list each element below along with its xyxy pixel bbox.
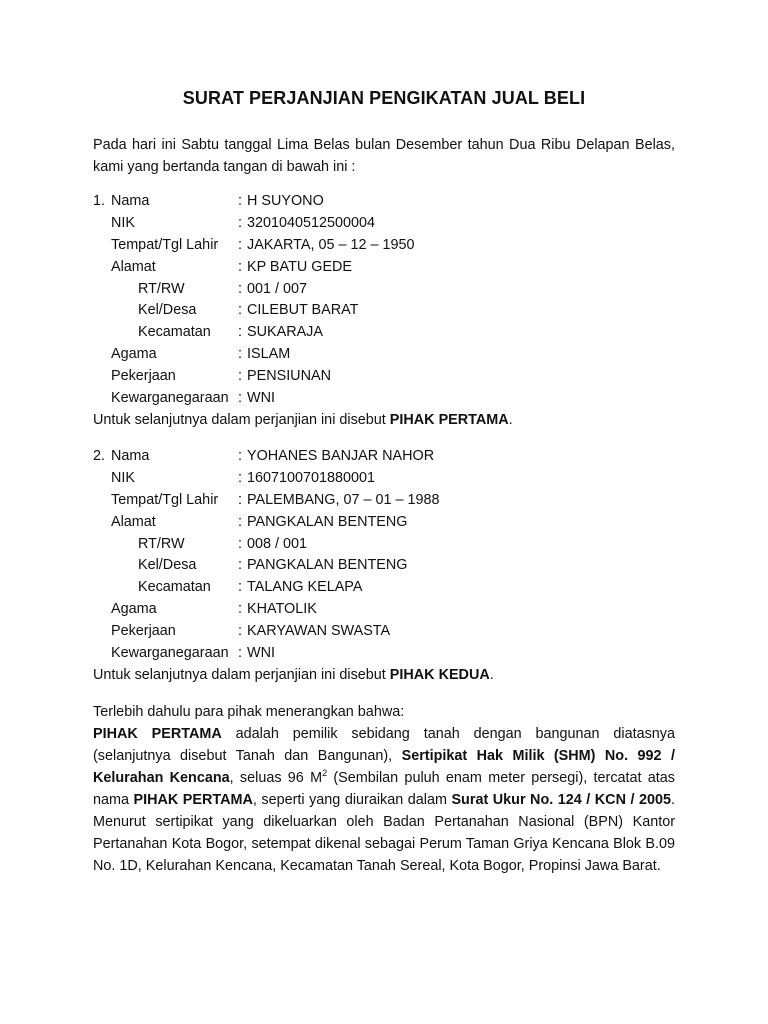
party-1-rtrw-row xyxy=(93,279,675,301)
field-value: PANGKALAN BENTENG xyxy=(247,557,408,574)
field-separator: : xyxy=(238,368,242,385)
field-label: RT/RW xyxy=(138,535,185,552)
party-2-pekerjaan-row xyxy=(93,621,675,643)
statement-text: . Menurut sertipikat yang dikeluarkan oleh Badan Pertanahan Nasional (BPN) Kantor Pertanahan Kota Bogor, setempat dikenal sebagai Perum Taman Griya Kencana Blok B.09 No. 1D, Kelurahan Kencana, Kecamatan Tanah Sereal, Kota Bogor, Propinsi Jawa Barat. xyxy=(93,792,675,874)
field-label: Agama xyxy=(111,601,157,618)
statement-party-name: PIHAK PERTAMA xyxy=(133,792,253,808)
field-value: WNI xyxy=(247,645,275,662)
field-separator: : xyxy=(238,236,242,253)
field-separator: : xyxy=(238,513,242,530)
field-label: RT/RW xyxy=(138,280,185,297)
statement-text: , seperti yang diuraikan dalam xyxy=(252,792,452,808)
party-2-designation xyxy=(93,665,675,687)
field-separator: : xyxy=(238,579,242,596)
designation-name: PIHAK KEDUA xyxy=(389,666,490,683)
field-label: Pekerjaan xyxy=(111,368,176,385)
party-2-name-row xyxy=(93,446,675,468)
field-separator: : xyxy=(238,557,242,574)
field-label: Kel/Desa xyxy=(138,302,197,319)
statement-party-name: PIHAK PERTAMA xyxy=(93,726,222,742)
field-value: PENSIUNAN xyxy=(247,368,331,385)
field-value: 008 / 001 xyxy=(247,535,308,552)
party-1-kecamatan-row xyxy=(93,322,675,344)
party-2-nik-row xyxy=(93,468,675,490)
statement-text: (Sembilan puluh enam meter persegi), tercatat atas nama xyxy=(93,770,675,808)
field-separator: : xyxy=(238,193,242,209)
area-superscript: 2 xyxy=(322,768,328,778)
party-1-designation xyxy=(93,410,675,432)
field-value: WNI xyxy=(247,390,275,407)
party-1-nik-row xyxy=(93,213,675,235)
party-number: 2. xyxy=(93,448,106,464)
field-separator: : xyxy=(238,214,242,231)
field-value: H SUYONO xyxy=(247,193,324,209)
intro-paragraph: Pada hari ini Sabtu tanggal Lima Belas bulan Desember tahun Dua Ribu Delapan Belas, kami yang bertanda tangan di bawah ini : xyxy=(93,137,675,175)
field-label: Agama xyxy=(111,346,157,363)
field-value: CILEBUT BARAT xyxy=(247,302,359,319)
party-1-birth-row xyxy=(93,235,675,257)
field-separator: : xyxy=(238,491,242,508)
field-value: SUKARAJA xyxy=(247,324,323,341)
field-separator: : xyxy=(238,535,242,552)
party-1-pekerjaan-row xyxy=(93,366,675,388)
field-value: YOHANES BANJAR NAHOR xyxy=(247,448,435,464)
field-label: NIK xyxy=(111,469,135,486)
field-value: TALANG KELAPA xyxy=(247,579,363,596)
party-number: 1. xyxy=(93,193,106,209)
field-value: PALEMBANG, 07 – 01 – 1988 xyxy=(247,491,440,508)
field-label: Kewarganegaraan xyxy=(111,645,229,662)
field-value: KP BATU GEDE xyxy=(247,258,353,275)
field-label: Tempat/Tgl Lahir xyxy=(111,236,219,253)
field-value: KARYAWAN SWASTA xyxy=(247,623,391,640)
party-2-address-row xyxy=(93,512,675,534)
field-value: 1607100701880001 xyxy=(247,469,376,486)
statement-paragraph xyxy=(93,723,675,877)
field-separator: : xyxy=(238,324,242,341)
statement-text: adalah pemilik sebidang tanah dengan bangunan diatasnya (selanjutnya disebut Tanah dan Bangunan), xyxy=(93,726,676,764)
field-value: JAKARTA, 05 – 12 – 1950 xyxy=(247,236,415,253)
field-label: Tempat/Tgl Lahir xyxy=(111,491,219,508)
field-value: KHATOLIK xyxy=(247,601,317,618)
field-separator: : xyxy=(238,601,242,618)
designation-name: PIHAK PERTAMA xyxy=(389,411,509,428)
field-label: NIK xyxy=(111,214,135,231)
field-label: Kewarganegaraan xyxy=(111,390,229,407)
party-2-kewarganegaraan-row xyxy=(93,643,675,665)
field-value: 001 / 007 xyxy=(247,280,308,297)
document-title: SURAT PERJANJIAN PENGIKATAN JUAL BELI xyxy=(182,88,586,108)
designation-text: Untuk selanjutnya dalam perjanjian ini disebut xyxy=(93,666,390,683)
party-1-block xyxy=(93,191,675,432)
statement-lead: Terlebih dahulu para pihak menerangkan bahwa: xyxy=(93,704,405,720)
designation-period: . xyxy=(508,411,513,428)
party-2-birth-row xyxy=(93,490,675,512)
party-2-rtrw-row xyxy=(93,534,675,556)
field-label: Pekerjaan xyxy=(111,623,176,640)
field-label: Kecamatan xyxy=(138,324,211,341)
field-separator: : xyxy=(238,469,242,486)
field-separator: : xyxy=(238,346,242,363)
field-value: PANGKALAN BENTENG xyxy=(247,513,408,530)
field-label: Alamat xyxy=(111,513,156,530)
field-separator: : xyxy=(238,390,242,407)
party-1-address-row xyxy=(93,257,675,279)
field-separator: : xyxy=(238,448,242,464)
party-1-name-row xyxy=(93,191,675,213)
field-separator: : xyxy=(238,280,242,297)
field-label: Nama xyxy=(111,193,150,209)
field-separator: : xyxy=(238,258,242,275)
party-1-kewarganegaraan-row xyxy=(93,388,675,410)
field-value: 3201040512500004 xyxy=(247,214,376,231)
certificate-reference: Sertipikat Hak Milik (SHM) No. 992 / Kelurahan Kencana xyxy=(93,748,675,786)
field-label: Alamat xyxy=(111,258,156,275)
designation-period: . xyxy=(489,666,494,683)
field-label: Kel/Desa xyxy=(138,557,197,574)
field-value: ISLAM xyxy=(247,346,291,363)
party-2-agama-row xyxy=(93,599,675,621)
party-1-keldesa-row xyxy=(93,300,675,322)
field-separator: : xyxy=(238,623,242,640)
statement-text: , seluas 96 M xyxy=(229,770,323,786)
survey-reference: Surat Ukur No. 124 / KCN / 2005 xyxy=(451,792,671,808)
party-1-agama-row xyxy=(93,344,675,366)
party-2-block xyxy=(93,446,675,687)
party-2-kecamatan-row xyxy=(93,577,675,599)
field-separator: : xyxy=(238,645,242,662)
field-label: Kecamatan xyxy=(138,579,211,596)
field-label: Nama xyxy=(111,448,150,464)
party-2-keldesa-row xyxy=(93,555,675,577)
designation-text: Untuk selanjutnya dalam perjanjian ini disebut xyxy=(93,411,390,428)
field-separator: : xyxy=(238,302,242,319)
